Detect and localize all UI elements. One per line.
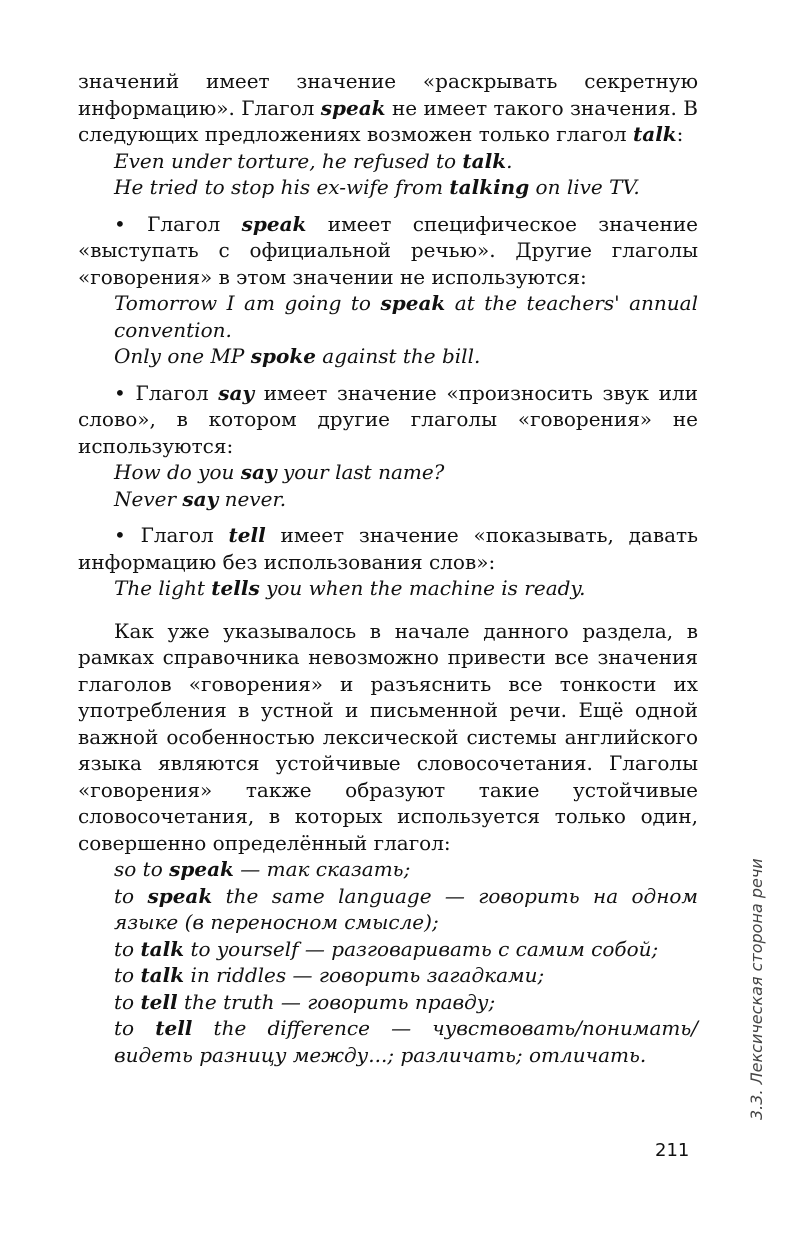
verb-talk: talk: [633, 122, 677, 146]
page-number: 211: [655, 1140, 690, 1161]
verb-say: say: [218, 380, 255, 405]
running-header: 3.3. Лексическая сторона речи: [747, 858, 766, 1120]
example-line: Tomorrow I am going to speak at the teachers' annual convention.: [114, 291, 698, 342]
phrase-item: to tell the difference — чувствовать/понимать/видеть разницу между...; различать; отличать.: [114, 1016, 699, 1067]
paragraph-say: • Глагол say имеет значение «произносить звук или слово», в котором другие глаголы «говорения» не используются:: [78, 380, 699, 458]
example-line: He tried to stop his ex-wife from talking on live TV.: [114, 175, 640, 199]
example-line: Only one MP spoke against the bill.: [114, 344, 481, 368]
phrase-item: to tell the truth — говорить правду;: [114, 989, 496, 1014]
verb-speak: speak: [320, 95, 386, 120]
phrase-item: to speak the same language — говорить на одном языке (в переносном смысле);: [114, 883, 699, 934]
text: не имеет такого значения. В следующих предложениях возможен только глагол: [78, 95, 698, 146]
text: значений имеет значение «раскрывать секретную информацию». Глагол: [78, 69, 698, 120]
paragraph-speak: • Глагол speak имеет специфическое значение «выступать с официальной речью». Другие глаголы «говорения» в этом значении не используются:: [78, 211, 698, 289]
page-body: [78, 68, 698, 1068]
paragraph-tell: • Глагол tell имеет значение «показывать, давать информацию без использования слов»:: [78, 523, 698, 574]
phrase-item: to talk to yourself — разговаривать с самим собой;: [114, 936, 659, 961]
example-line: Even under torture, he refused to talk.: [114, 148, 513, 173]
text: :: [676, 122, 684, 146]
phrase-item: to talk in riddles — говорить загадками;: [114, 963, 545, 987]
example-line: The light tells you when the machine is ready.: [114, 576, 586, 600]
verb-speak: speak: [241, 211, 307, 236]
paragraph-collocations: Как уже указывалось в начале данного раздела, в рамках справочника невозможно привести все значения глаголов «говорения» и разъяснить все тонкости их употребления в устной и письменной речи. Ещё одной важной особенностью лексической системы английского языка являются устойчивые словосочетания. Глаголы «говорения» также образуют такие устойчивые словосочетания, в которых используется только один, совершенно определённый глагол:: [78, 618, 698, 855]
verb-tell: tell: [228, 523, 266, 547]
phrase-list: [78, 856, 698, 1068]
example-line: Never say never.: [114, 486, 287, 511]
phrase-item: so to speak — так сказать;: [114, 857, 411, 881]
example-line: How do you say your last name?: [114, 460, 445, 484]
paragraph-intro: [78, 68, 698, 148]
